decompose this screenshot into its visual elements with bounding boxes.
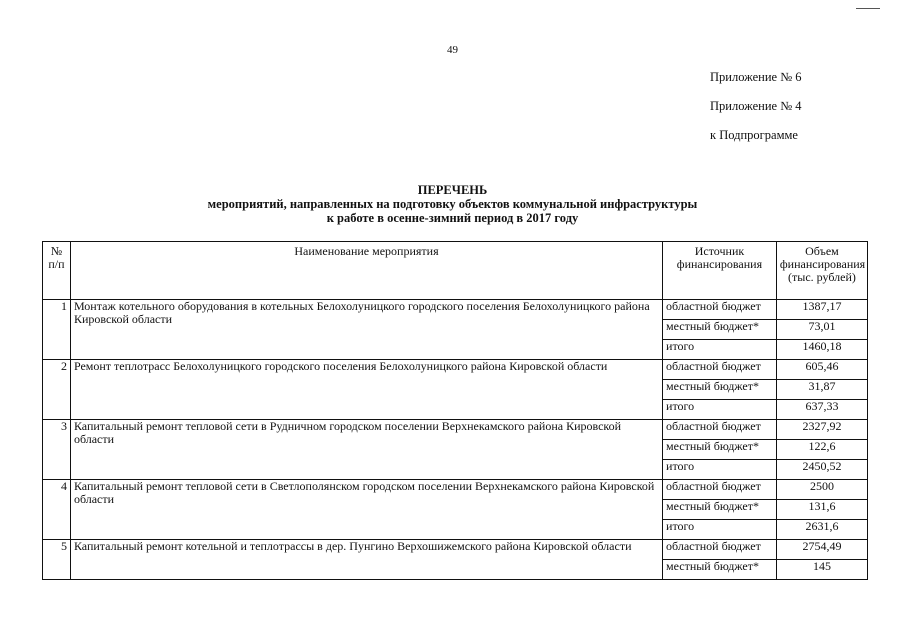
table-row (43, 540, 868, 560)
row-number: 2 (43, 360, 71, 420)
funding-source: областной бюджет (663, 360, 777, 380)
title-line-2: мероприятий, направленных на подготовку объектов коммунальной инфраструктуры (207, 197, 698, 211)
funding-source: итого (663, 520, 777, 540)
funding-amount: 637,33 (776, 400, 867, 420)
table-row (43, 420, 868, 440)
funding-amount: 131,6 (776, 500, 867, 520)
header-number: № п/п (43, 242, 71, 300)
measure-name: Монтаж котельного оборудования в котельных Белохолуницкого городского поселения Белохолуницкого района Кировской области (70, 300, 662, 360)
funding-amount: 605,46 (776, 360, 867, 380)
header-source: Источник финансирования (663, 242, 777, 300)
appendix-line-2: Приложение № 4 (710, 99, 802, 113)
measure-name: Капитальный ремонт котельной и теплотрассы в дер. Пунгино Верхошижемского района Кировской области (70, 540, 662, 580)
table-body (43, 300, 868, 580)
funding-source: местный бюджет* (663, 320, 777, 340)
funding-source: местный бюджет* (663, 440, 777, 460)
header-name: Наименование мероприятия (70, 242, 662, 300)
funding-amount: 122,6 (776, 440, 867, 460)
measure-name: Ремонт теплотрасс Белохолуницкого городского поселения Белохолуницкого района Кировской области (70, 360, 662, 420)
funding-source: местный бюджет* (663, 500, 777, 520)
funding-source: итого (663, 400, 777, 420)
funding-source: областной бюджет (663, 540, 777, 560)
row-number: 4 (43, 480, 71, 540)
appendix-line-3: к Подпрограмме (710, 128, 798, 142)
funding-amount: 31,87 (776, 380, 867, 400)
appendix-line-1: Приложение № 6 (710, 70, 802, 84)
document-title (0, 183, 905, 225)
funding-amount: 2327,92 (776, 420, 867, 440)
funding-amount: 2450,52 (776, 460, 867, 480)
funding-source: итого (663, 460, 777, 480)
funding-source: областной бюджет (663, 420, 777, 440)
funding-amount: 1460,18 (776, 340, 867, 360)
funding-amount: 2754,49 (776, 540, 867, 560)
scan-corner-mark (856, 8, 880, 9)
funding-amount: 2500 (776, 480, 867, 500)
measures-table (42, 241, 868, 580)
measure-name: Капитальный ремонт тепловой сети в Светлополянском городском поселении Верхнекамского района Кировской области (70, 480, 662, 540)
funding-source: местный бюджет* (663, 380, 777, 400)
funding-amount: 145 (776, 560, 867, 580)
table-row (43, 300, 868, 320)
table-row (43, 480, 868, 500)
header-amount: Объем финансирования (тыс. рублей) (776, 242, 867, 300)
row-number: 5 (43, 540, 71, 580)
funding-amount: 2631,6 (776, 520, 867, 540)
title-line-3: к работе в осенне-зимний период в 2017 году (326, 211, 579, 225)
funding-source: итого (663, 340, 777, 360)
funding-amount: 1387,17 (776, 300, 867, 320)
funding-source: областной бюджет (663, 480, 777, 500)
row-number: 3 (43, 420, 71, 480)
title-heading: ПЕРЕЧЕНЬ (417, 183, 488, 197)
page-number: 49 (447, 44, 458, 56)
funding-source: областной бюджет (663, 300, 777, 320)
funding-amount: 73,01 (776, 320, 867, 340)
table-row (43, 360, 868, 380)
table-header-row (43, 242, 868, 300)
measure-name: Капитальный ремонт тепловой сети в Рудничном городском поселении Верхнекамского района Кировской области (70, 420, 662, 480)
funding-source: местный бюджет* (663, 560, 777, 580)
row-number: 1 (43, 300, 71, 360)
